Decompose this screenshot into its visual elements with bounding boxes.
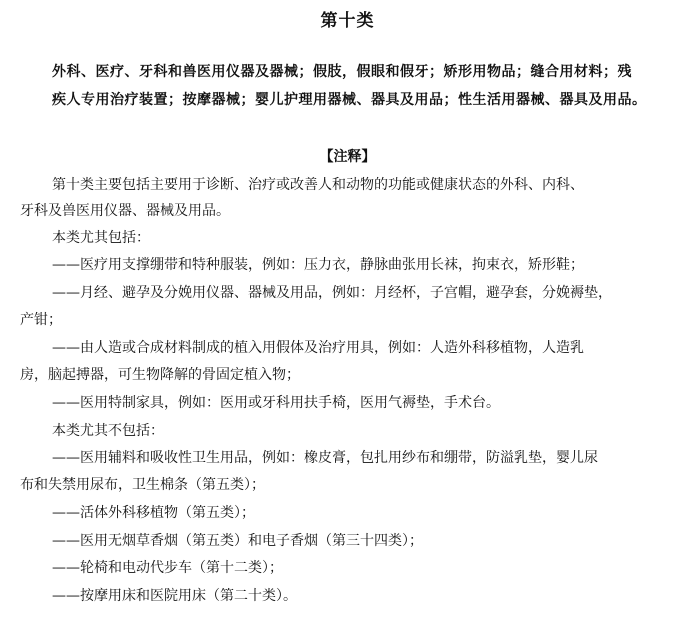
excludes-item-1-line-1: ——医用辅料和吸收性卫生用品，例如：橡皮膏，包扎用纱布和绷带，防溢乳垫，婴儿尿 [52, 450, 598, 466]
class-heading-line-1: 外科、医疗、牙科和兽医用仪器及器械；假肢，假眼和假牙；矫形用物品；缝合用材料；残 [52, 64, 632, 80]
excludes-item-2: ——活体外科移植物（第五类）； [52, 505, 255, 521]
includes-item-3-line-1: ——由人造或合成材料制成的植入用假体及治疗用具，例如：人造外科移植物，人造乳 [52, 340, 584, 356]
includes-item-2-line-2: 产钳； [20, 312, 62, 328]
excludes-item-3: ——医用无烟草香烟（第五类）和电子香烟（第三十四类）； [52, 533, 423, 549]
note-intro-line-2: 牙科及兽医用仪器、器械及用品。 [20, 203, 230, 219]
includes-item-3-line-2: 房，脑起搏器，可生物降解的骨固定植入物； [20, 367, 300, 383]
includes-item-2-line-1: ——月经、避孕及分娩用仪器、器械及用品，例如：月经杯，子宫帽，避孕套，分娩褥垫， [52, 285, 612, 301]
note-title: 【注释】 [319, 149, 376, 165]
excludes-item-5: ——按摩用床和医院用床（第二十类）。 [52, 588, 297, 604]
includes-item-4: ——医用特制家具，例如：医用或牙科用扶手椅，医用气褥垫，手术台。 [52, 395, 500, 411]
class-heading-line-2: 疾人专用治疗装置；按摩器械；婴儿护理用器械、器具及用品；性生活用器械、器具及用品。 [52, 92, 647, 108]
excludes-item-4: ——轮椅和电动代步车（第十二类）； [52, 560, 283, 576]
excludes-label: 本类尤其不包括： [52, 423, 164, 439]
excludes-item-1-line-2: 布和失禁用尿布，卫生棉条（第五类）； [20, 477, 265, 493]
class-title: 第十类 [320, 11, 375, 31]
includes-item-1: ——医疗用支撑绷带和特种服装，例如：压力衣，静脉曲张用长袜，拘束衣，矫形鞋； [52, 257, 584, 273]
includes-label: 本类尤其包括： [52, 230, 150, 246]
note-intro-line-1: 第十类主要包括主要用于诊断、治疗或改善人和动物的功能或健康状态的外科、内科、 [52, 177, 584, 193]
